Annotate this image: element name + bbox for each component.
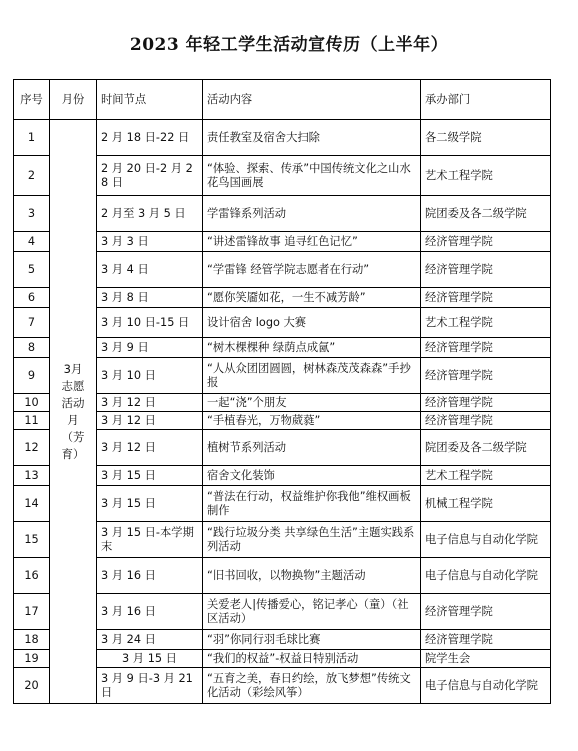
- row-time: 2 月 20 日-2 月 28 日: [97, 156, 203, 196]
- row-number: 12: [14, 430, 50, 466]
- row-number: 7: [14, 308, 50, 338]
- month-group-label: 3月志愿活动月（芳育）: [61, 361, 85, 461]
- header-month: 月份: [50, 80, 97, 120]
- row-time: 3 月 4 日: [97, 252, 203, 288]
- row-content: 关爱老人|传播爱心，铭记孝心（童）（社区活动）: [203, 594, 421, 630]
- row-content: “践行垃圾分类 共享绿色生活”主题实践系列活动: [203, 522, 421, 558]
- row-number: 6: [14, 288, 50, 308]
- row-number: 20: [14, 668, 50, 704]
- row-dept: 电子信息与自动化学院: [421, 558, 551, 594]
- row-dept: 经济管理学院: [421, 412, 551, 430]
- row-time: 3 月 9 日: [97, 338, 203, 358]
- row-time: 3 月 15 日-本学期末: [97, 522, 203, 558]
- row-content: “体验、探索、传承”中国传统文化之山水花鸟国画展: [203, 156, 421, 196]
- row-content: “愿你笑靥如花，一生不减芳龄”: [203, 288, 421, 308]
- row-time: 3 月 15 日: [97, 466, 203, 486]
- row-time: 2 月至 3 月 5 日: [97, 196, 203, 232]
- row-time: 3 月 15 日: [97, 650, 203, 668]
- row-number: 14: [14, 486, 50, 522]
- row-time: 3 月 10 日-15 日: [97, 308, 203, 338]
- row-dept: 经济管理学院: [421, 252, 551, 288]
- row-time: 3 月 16 日: [97, 558, 203, 594]
- table-row: [14, 120, 551, 156]
- row-dept: 院学生会: [421, 650, 551, 668]
- row-time: 3 月 9 日-3 月 21 日: [97, 668, 203, 704]
- row-content: 设计宿舍 logo 大赛: [203, 308, 421, 338]
- page-title: 2023 年轻工学生活动宣传历（上半年）: [129, 35, 449, 55]
- row-dept: 院团委及各二级学院: [421, 196, 551, 232]
- row-number: 3: [14, 196, 50, 232]
- row-content: “学雷锋 经管学院志愿者在行动”: [203, 252, 421, 288]
- header-dept: 承办部门: [421, 80, 551, 120]
- row-content: “旧书回收，以物换物”主题活动: [203, 558, 421, 594]
- table-body: [14, 120, 551, 704]
- row-number: 1: [14, 120, 50, 156]
- row-content: “树木棵棵种 绿荫点成氤”: [203, 338, 421, 358]
- row-number: 9: [14, 358, 50, 394]
- row-content: 学雷锋系列活动: [203, 196, 421, 232]
- row-dept: 经济管理学院: [421, 358, 551, 394]
- row-content: 一起“浇”个朋友: [203, 394, 421, 412]
- row-dept: 经济管理学院: [421, 232, 551, 252]
- row-time: 3 月 12 日: [97, 394, 203, 412]
- row-number: 16: [14, 558, 50, 594]
- row-dept: 机械工程学院: [421, 486, 551, 522]
- row-number: 11: [14, 412, 50, 430]
- month-group-cell: [50, 120, 97, 704]
- header-seq: 序号: [14, 80, 50, 120]
- header-time: 时间节点: [97, 80, 203, 120]
- row-dept: 经济管理学院: [421, 594, 551, 630]
- row-dept: 艺术工程学院: [421, 308, 551, 338]
- row-number: 13: [14, 466, 50, 486]
- row-content: “五育之美，春日约绘，放飞梦想”传统文化活动（彩绘风筝）: [203, 668, 421, 704]
- row-number: 17: [14, 594, 50, 630]
- row-time: 3 月 8 日: [97, 288, 203, 308]
- row-number: 5: [14, 252, 50, 288]
- row-number: 15: [14, 522, 50, 558]
- row-number: 8: [14, 338, 50, 358]
- row-dept: 经济管理学院: [421, 394, 551, 412]
- row-dept: 电子信息与自动化学院: [421, 668, 551, 704]
- row-dept: 院团委及各二级学院: [421, 430, 551, 466]
- row-content: “讲述雷锋故事 追寻红色记忆”: [203, 232, 421, 252]
- row-time: 3 月 15 日: [97, 486, 203, 522]
- row-number: 19: [14, 650, 50, 668]
- row-time: 3 月 12 日: [97, 412, 203, 430]
- row-number: 2: [14, 156, 50, 196]
- row-time: 3 月 16 日: [97, 594, 203, 630]
- row-content: 植树节系列活动: [203, 430, 421, 466]
- row-time: 2 月 18 日-22 日: [97, 120, 203, 156]
- row-dept: 各二级学院: [421, 120, 551, 156]
- row-time: 3 月 3 日: [97, 232, 203, 252]
- row-dept: 经济管理学院: [421, 338, 551, 358]
- activity-table: [13, 79, 551, 704]
- row-content: “普法在行动，权益维护你我他”维权画板制作: [203, 486, 421, 522]
- row-number: 4: [14, 232, 50, 252]
- row-content: “我们的权益”-权益日特别活动: [203, 650, 421, 668]
- row-content: “羽”你同行羽毛球比赛: [203, 630, 421, 650]
- row-content: “手植春光，万物葳蕤”: [203, 412, 421, 430]
- row-time: 3 月 12 日: [97, 430, 203, 466]
- row-dept: 经济管理学院: [421, 630, 551, 650]
- row-number: 10: [14, 394, 50, 412]
- row-dept: 电子信息与自动化学院: [421, 522, 551, 558]
- row-dept: 艺术工程学院: [421, 156, 551, 196]
- row-time: 3 月 24 日: [97, 630, 203, 650]
- header-content: 活动内容: [203, 80, 421, 120]
- row-content: “人从众团团圆圆，树林森茂茂森森”手抄报: [203, 358, 421, 394]
- row-time: 3 月 10 日: [97, 358, 203, 394]
- row-dept: 艺术工程学院: [421, 466, 551, 486]
- row-number: 18: [14, 630, 50, 650]
- row-content: 宿舍文化装饰: [203, 466, 421, 486]
- row-dept: 经济管理学院: [421, 288, 551, 308]
- row-content: 责任教室及宿舍大扫除: [203, 120, 421, 156]
- table-header-row: [14, 80, 551, 120]
